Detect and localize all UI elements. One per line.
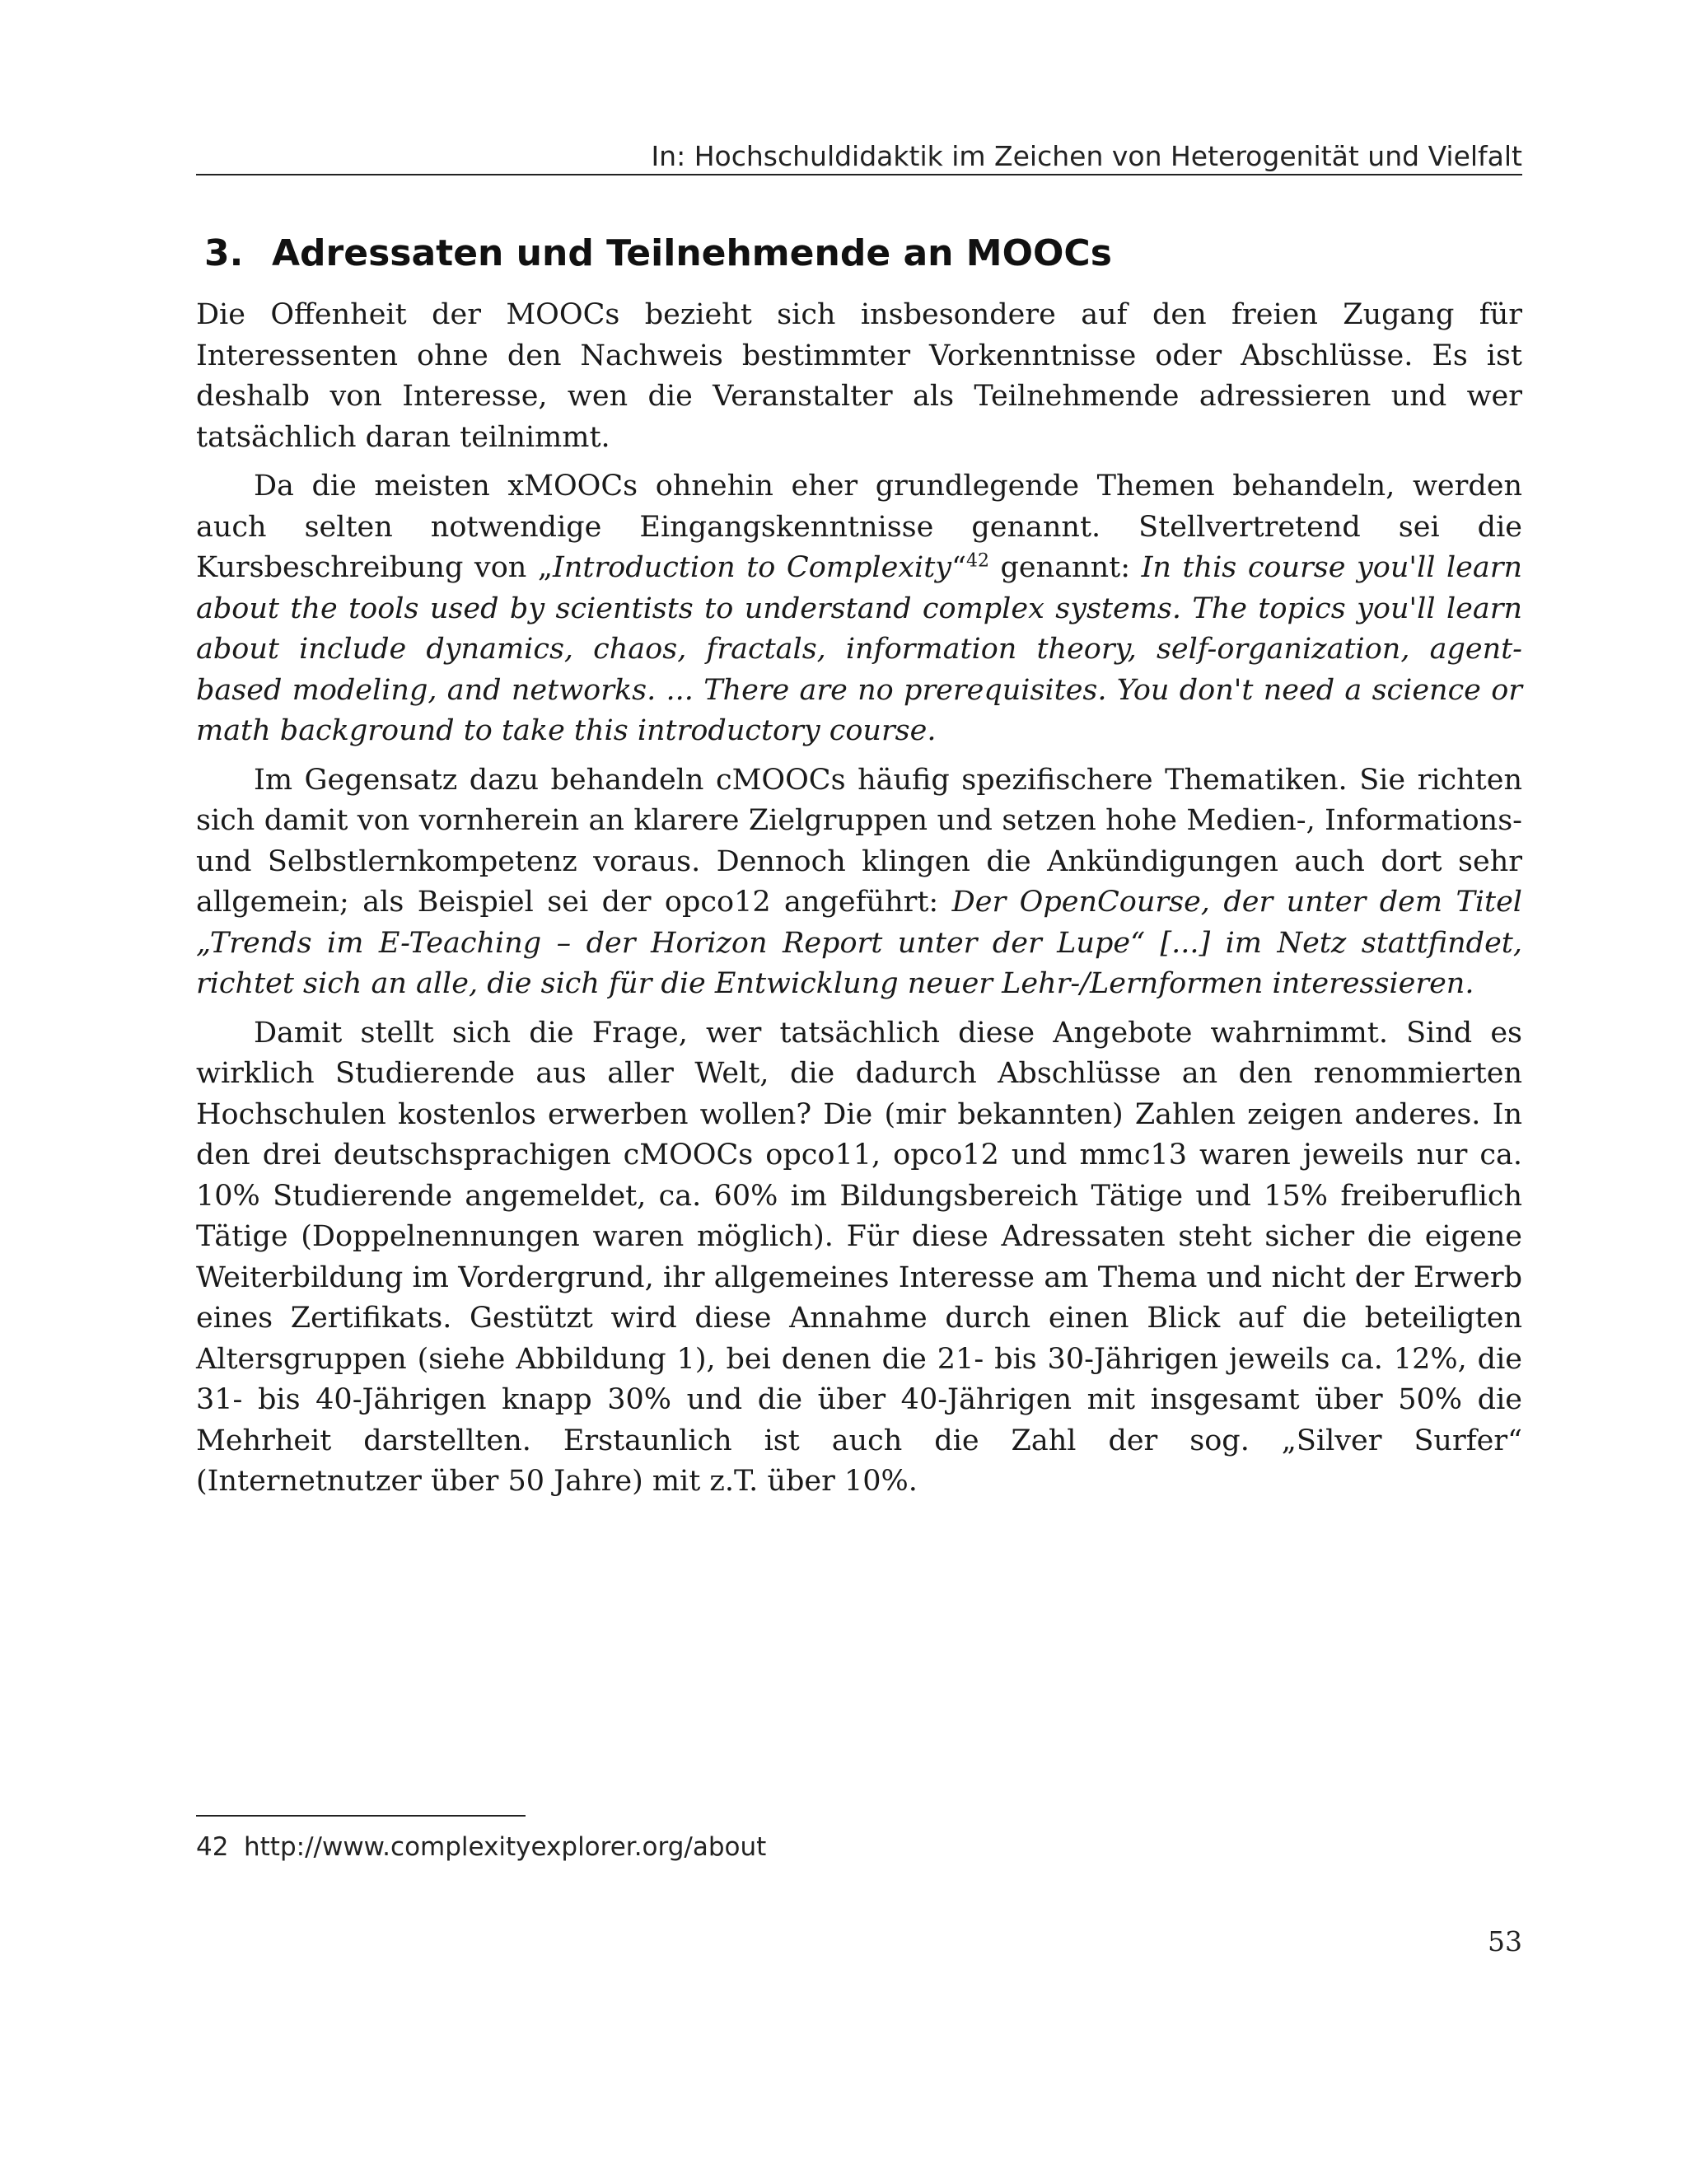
paragraph-4: Damit stellt sich die Frage, wer tatsächlich diese Angebote wahrnimmt. Sind es wirklich Studierende aus aller Welt, die dadurch Abschlüsse an den renommierten Hochschulen kostenlos erwerben wollen? Die (mir bekannten) Zahlen zeigen anderes. In den drei deutschsprachigen cMOOCs opco11, opco12 und mmc13 waren jeweils nur ca. 10% Studierende angemeldet, ca. 60% im Bildungsbereich Tätige und 15% freiberuflich Tätige (Doppelnennungen waren möglich). Für diese Adressaten steht sicher die eigene Weiterbildung im Vordergrund, ihr allgemeines Interesse am Thema und nicht der Erwerb eines Zertifikats. Gestützt wird diese Annahme durch einen Blick auf die beteiligten Altersgruppen (siehe Abbildung 1), bei denen die 21- bis 30-Jährigen jeweils ca. 12%, die 31- bis 40-Jährigen knapp 30% und die über 40-Jährigen mit insgesamt über 50% die Mehrheit darstellten. Erstaunlich ist auch die Zahl der sog. „Silver Surfer“ (Internetnutzer über 50 Jahre) mit z.T. über 10%. <box>196 1016 1522 1498</box>
footnote-link[interactable]: http://www.complexityexplorer.org/about <box>244 1832 767 1862</box>
section-heading <box>204 229 1522 278</box>
course-description-quote: In this course you'll learn about the tools used by scientists to understand complex systems. The topics you'll learn about include dynamics, chaos, fractals, information theory, self-organization, agent-based modeling, and networks. ... There are no prerequisites. You don't need a science or math background to take this introductory course. <box>196 551 1522 747</box>
footnote-rule <box>196 1815 526 1817</box>
footnote <box>196 1830 1522 1864</box>
page-number: 53 <box>1488 1925 1522 1957</box>
header-rule <box>196 174 1522 175</box>
paragraph-2 <box>196 466 1522 752</box>
paragraph-2-text: Da die meisten xMOOCs ohnehin eher grundlegende Themen behandeln, werden auch selten notwendige Eingangskenntnisse genannt. Stellvertretend sei die Kursbeschreibung von „ <box>196 470 1522 584</box>
running-header: In: Hochschuldidaktik im Zeichen von Heterogenität und Vielfalt <box>651 140 1522 172</box>
paragraph-2-text-cont: genannt: <box>988 551 1142 584</box>
opco12-quote: Der OpenCourse, der unter dem Titel „Trends im E-Teaching – der Horizon Report unter der Lupe“ [...] im Netz stattfindet, richtet sich an alle, die sich für die Entwicklung neuer Lehr-/Lernformen interessieren. <box>196 886 1522 1000</box>
closing-quote: “ <box>951 551 966 584</box>
paragraph-3-text: Im Gegensatz dazu behandeln cMOOCs häufig spezifischere Thematiken. Sie richten sich damit von vornherein an klarere Zielgruppen und setzen hohe Medien-, Informations- und Selbstlernkompetenz voraus. Dennoch klingen die Ankündigungen auch dort sehr allgemein; als Beispiel sei der opco12 angeführt: <box>196 763 1522 919</box>
body-text <box>196 295 1522 1511</box>
section-title: Adressaten und Teilnehmende an MOOCs <box>272 232 1112 274</box>
footnote-reference[interactable]: 42 <box>965 550 989 572</box>
course-title: Introduction to Complexity <box>553 551 952 584</box>
section-number: 3. <box>204 232 244 274</box>
paragraph-1: Die Offenheit der MOOCs bezieht sich insbesondere auf den freien Zugang für Interessenten ohne den Nachweis bestimmter Vorkenntnisse oder Abschlüsse. Es ist deshalb von Interesse, wen die Veranstalter als Teilnehmende adressieren und wer tatsächlich daran teilnimmt. <box>196 298 1522 454</box>
footnote-number: 42 <box>196 1832 229 1862</box>
paragraph-3 <box>196 760 1522 1005</box>
